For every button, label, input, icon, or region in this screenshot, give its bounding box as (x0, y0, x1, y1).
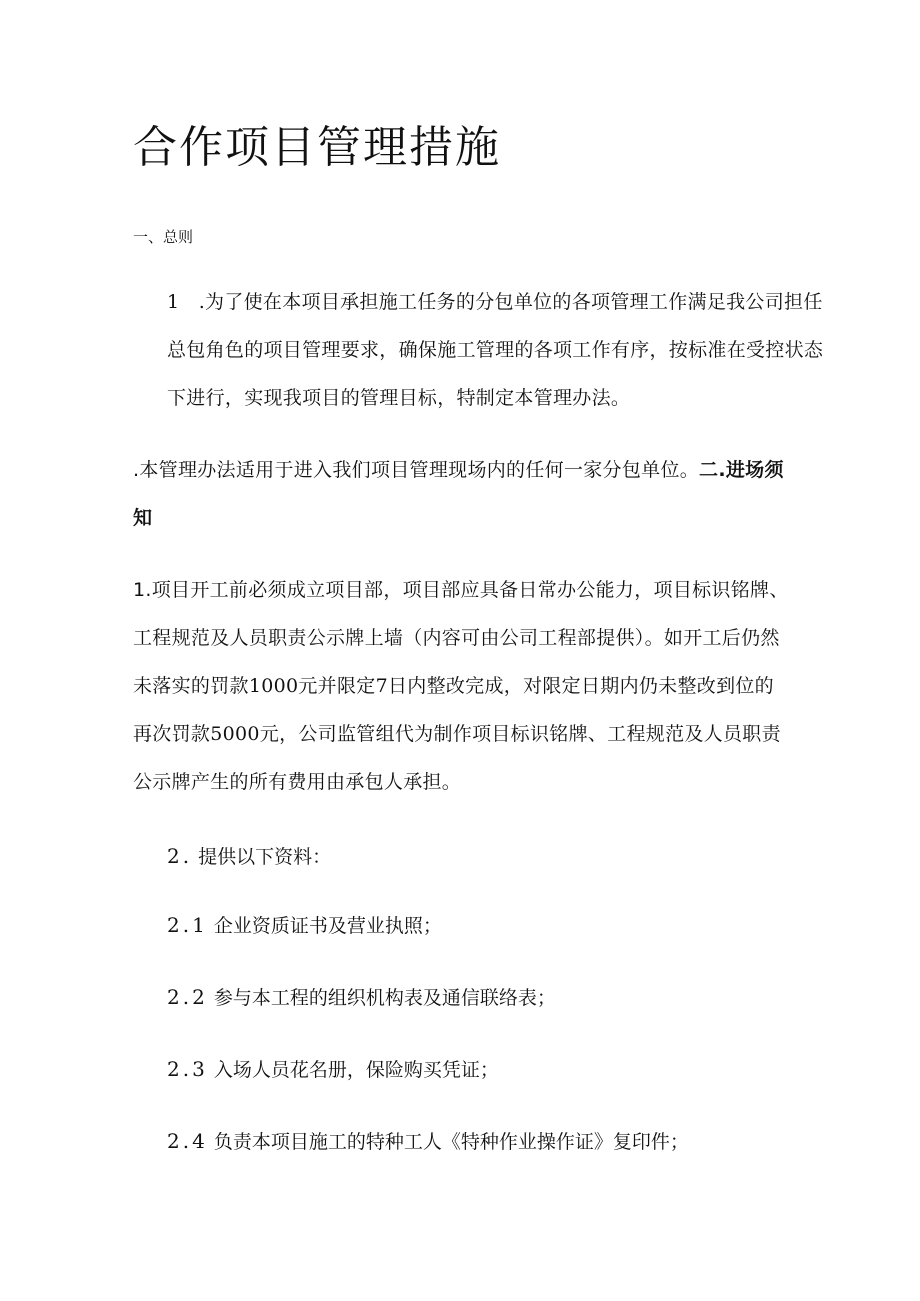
section-heading-general: 一、总则 (133, 228, 194, 246)
paragraph-text: 为了使在本项目承担施工任务的分包单位的各项管理工作满足我公司担任总包角色的项目管理要求，确保施工管理的各项工作有序，按标准在受控状态下进行，实现我项目的管理目标，特制定本管理办法。 (167, 291, 824, 409)
paragraph-text: 元，公司监管组代为制作项目标识铭牌、工程规范及人员职责公示牌产生的所有费用由承包人承担。 (133, 723, 781, 793)
page-title: 合作项目管理措施 (133, 122, 501, 173)
paragraph-number: 1. (133, 579, 152, 601)
section-heading-entry: 二.进场须知 (133, 459, 784, 529)
item-text: 参与本工程的组织机构表及通信联络表； (213, 987, 556, 1009)
item-number: 2. (167, 844, 193, 868)
item-number: 2.3 (167, 1057, 208, 1081)
item-text: 提供以下资料： (198, 846, 332, 868)
paragraph-purpose (133, 278, 827, 422)
fine-amount: 1000 (248, 675, 299, 697)
list-item (167, 981, 556, 1014)
item-text: 企业资质证书及营业执照； (213, 915, 442, 937)
list-item (167, 909, 442, 942)
paragraph-project-office (133, 566, 793, 806)
deadline-days: 7 (375, 675, 388, 697)
paragraph-text: 元并限定 (298, 675, 376, 697)
list-item-materials (167, 840, 331, 873)
paragraph-text: .本管理办法适用于进入我们项目管理现场内的任何一家分包单位。 (133, 459, 700, 481)
paragraph-text: 日内整改完成，对限定日期内仍未整改到位的再次罚款 (133, 675, 774, 745)
paragraph-text: 项目开工前必须成立项目部，项目部应具备日常办公能力，项目标识铭牌、工程规范及人员职责公示牌上墙（内容可由公司工程部提供）。如开工后仍然未落实的罚款 (133, 579, 789, 697)
list-item (167, 1125, 689, 1158)
paragraph-number: 1 . (167, 291, 206, 313)
item-text: 负责本项目施工的特种工人《特种作业操作证》复印件； (213, 1131, 689, 1153)
paragraph-scope (133, 446, 793, 542)
item-number: 2.1 (167, 913, 208, 937)
item-number: 2.4 (167, 1129, 208, 1153)
fine-amount: 5000 (210, 723, 260, 745)
item-number: 2.2 (167, 985, 208, 1009)
list-item (167, 1053, 499, 1086)
item-text: 入场人员花名册，保险购买凭证； (213, 1059, 499, 1081)
